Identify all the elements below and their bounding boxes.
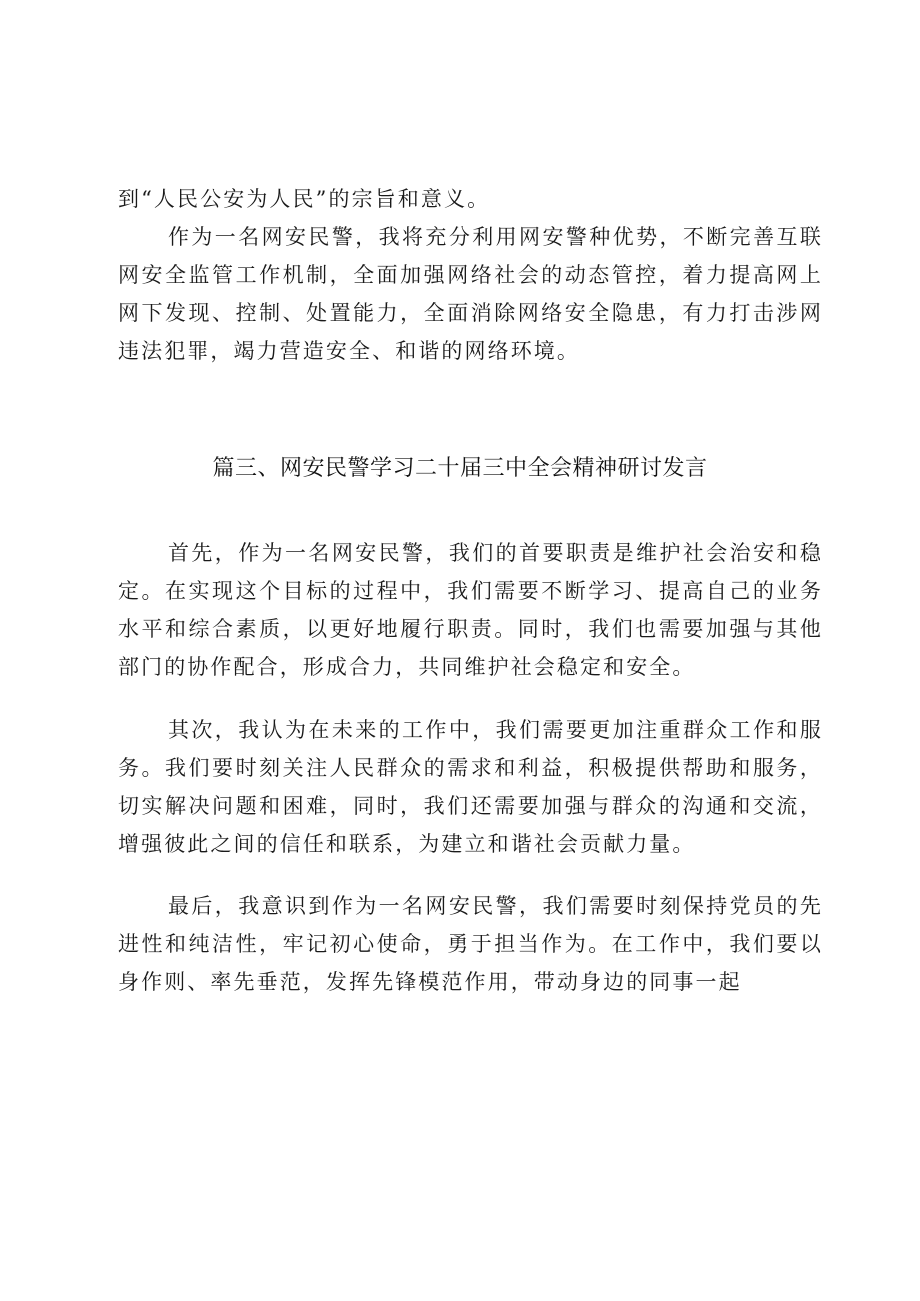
section-title: 篇三、网安民警学习二十届三中全会精神研讨发言: [212, 456, 708, 481]
paragraph-second-point: 其次，我认为在未来的工作中，我们需要更加注重群众工作和服务。我们要时刻关注人民群众的需求和利益，积极提供帮助和服务，切实解决问题和困难，同时，我们还需要加强与群众的沟通和交流，增强彼此之间的信任和联系，为建立和谐社会贡献力量。: [118, 718, 823, 856]
paragraph-final-point: 最后，我意识到作为一名网安民警，我们需要时刻保持党员的先进性和纯洁性，牢记初心使命，勇于担当作为。在工作中，我们要以身作则、率先垂范，发挥先锋模范作用，带动身边的同事一起: [118, 894, 823, 994]
continuation-paragraph: 到“人民公安为人民”的宗旨和意义。: [118, 187, 491, 211]
paragraph-first-point: 首先，作为一名网安民警，我们的首要职责是维护社会治安和稳定。在实现这个目标的过程中，我们需要不断学习、提高自己的业务水平和综合素质，以更好地履行职责。同时，我们也需要加强与其他部门的协作配合，形成合力，共同维护社会稳定和安全。: [118, 541, 823, 679]
paragraph-cyber-police-duty: 作为一名网安民警，我将充分利用网安警种优势，不断完善互联网安全监管工作机制，全面加强网络社会的动态管控，着力提高网上网下发现、控制、处置能力，全面消除网络安全隐患，有力打击涉网违法犯罪，竭力营造安全、和谐的网络环境。: [118, 225, 823, 363]
